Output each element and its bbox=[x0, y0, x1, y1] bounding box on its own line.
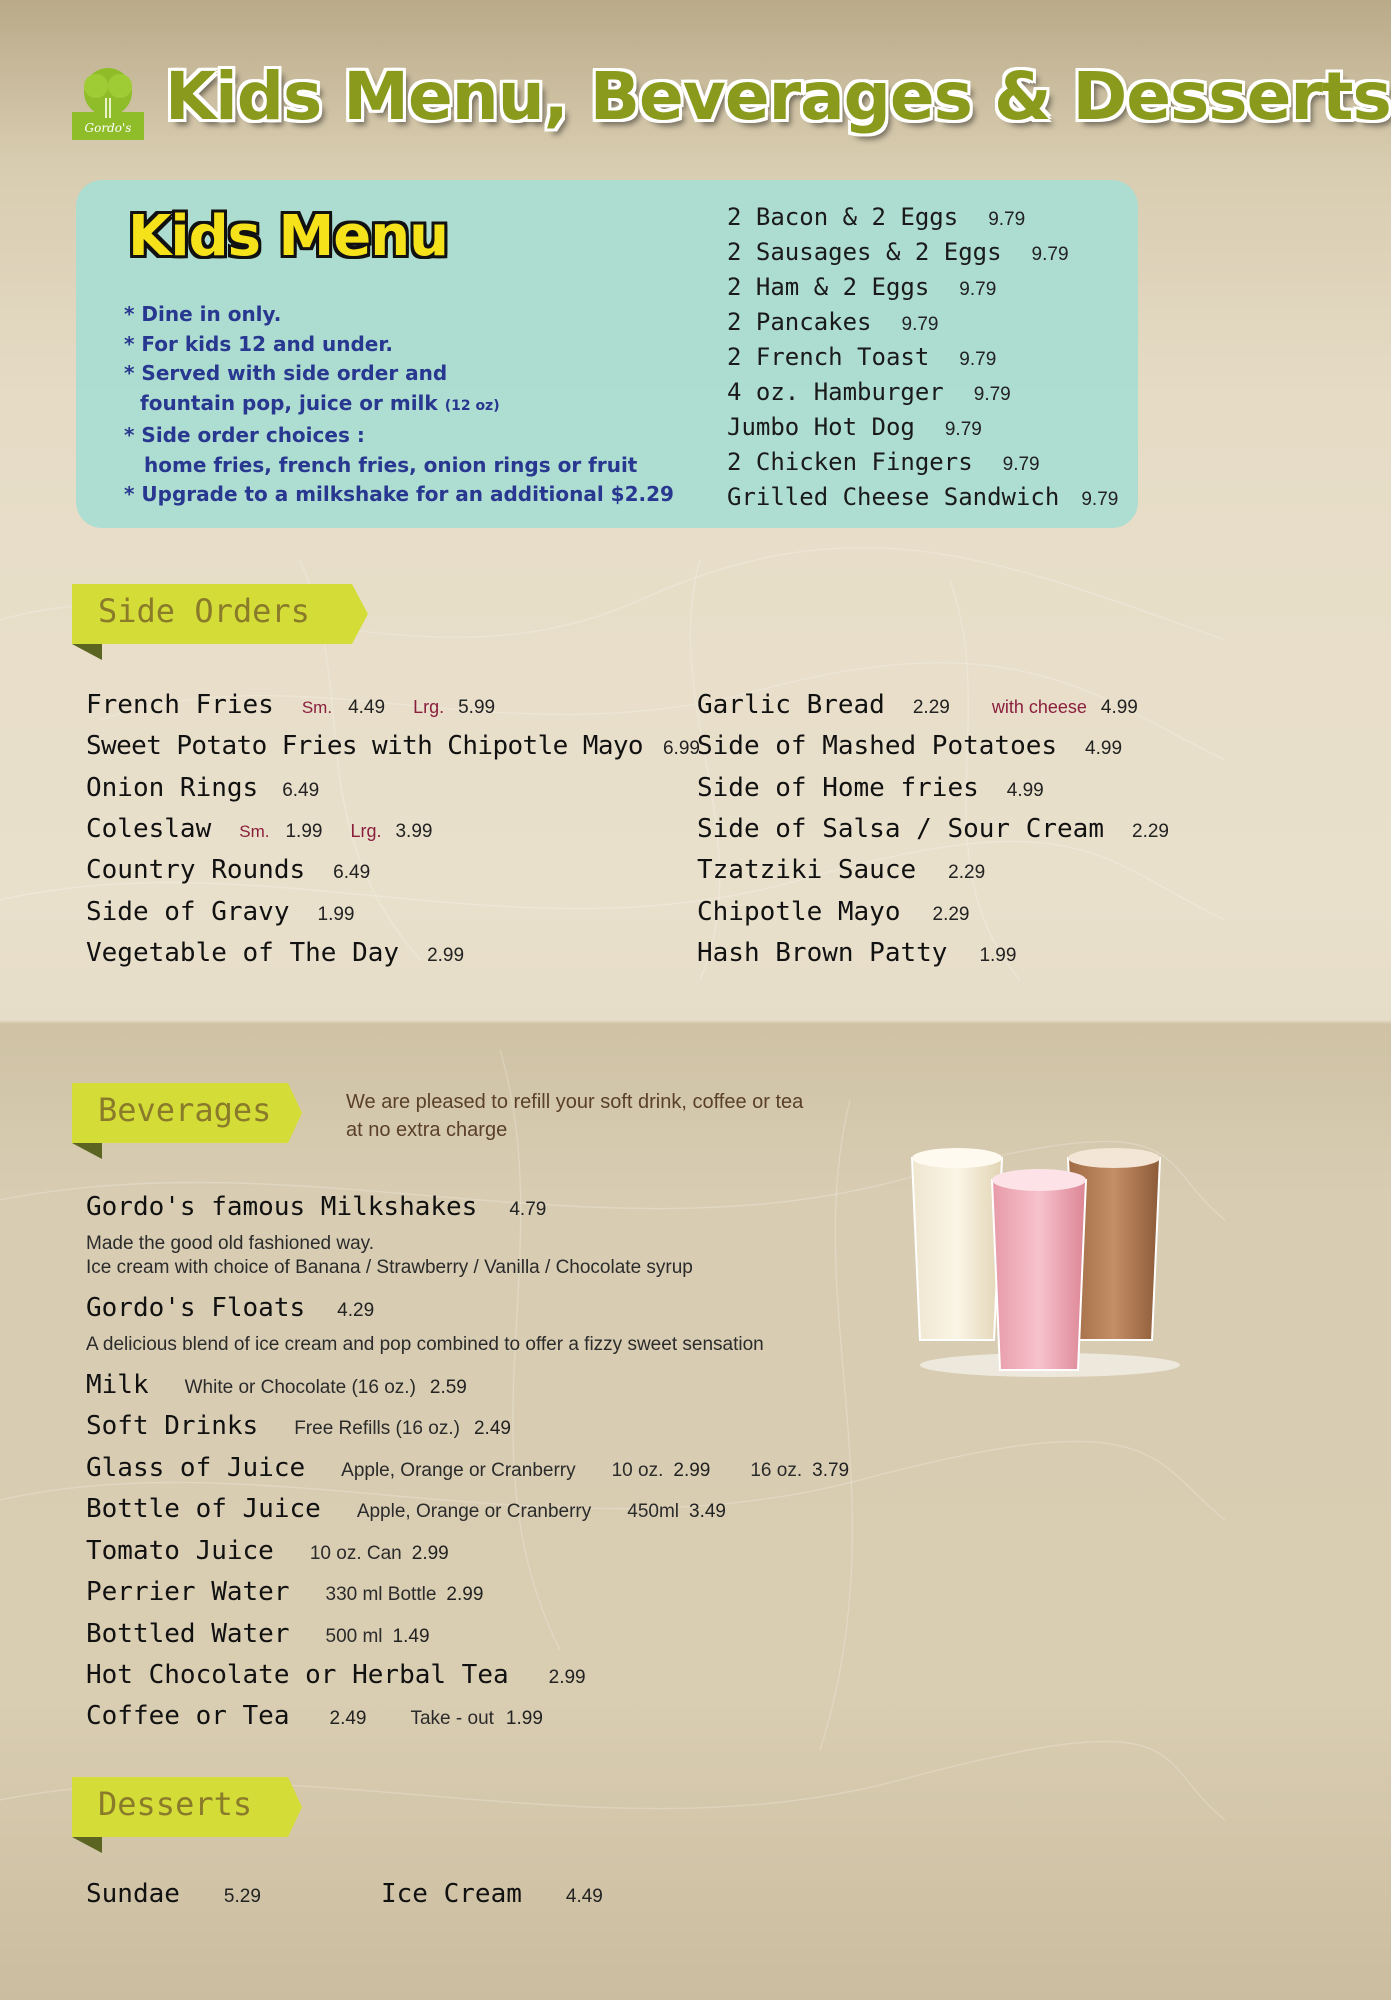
refill-note bbox=[346, 1088, 803, 1144]
item-price: 2.49 bbox=[473, 1418, 511, 1439]
menu-item bbox=[697, 855, 985, 885]
item-price: 2.29 bbox=[932, 904, 970, 925]
item-name: Side of Gravy bbox=[86, 897, 290, 927]
menu-item bbox=[86, 1411, 511, 1441]
takeout-label: Take - out bbox=[410, 1708, 494, 1729]
menu-item bbox=[86, 814, 432, 844]
item-price: 9.79 bbox=[944, 419, 982, 440]
item-name: Coleslaw bbox=[86, 814, 212, 844]
note-upgrade: * Upgrade to a milkshake for an additional $2.29 bbox=[124, 482, 674, 506]
item-name: Coffee or Tea bbox=[86, 1701, 290, 1731]
item-name: Onion Rings bbox=[86, 773, 259, 803]
menu-item bbox=[86, 897, 354, 927]
milkshake-flavours: Ice cream with choice of Banana / Strawberry / Vanilla / Chocolate syrup bbox=[86, 1257, 693, 1278]
item-name: Chipotle Mayo bbox=[697, 897, 901, 927]
item-name: Grilled Cheese Sandwich bbox=[727, 483, 1060, 511]
desserts-banner bbox=[72, 1777, 302, 1839]
refill-note-line2: at no extra charge bbox=[346, 1119, 508, 1141]
menu-item bbox=[86, 1879, 261, 1909]
side-orders-banner bbox=[72, 584, 368, 646]
extra-label: with cheese bbox=[991, 697, 1087, 717]
menu-item bbox=[727, 448, 1040, 476]
item-price: 1.99 bbox=[979, 945, 1017, 966]
item-price: 4.79 bbox=[509, 1199, 547, 1220]
item-price: 6.49 bbox=[333, 862, 371, 883]
page-title: Kids Menu, Beverages & Desserts bbox=[165, 58, 1391, 135]
menu-item bbox=[86, 1701, 543, 1731]
menu-item bbox=[86, 1494, 726, 1524]
item-price: 5.29 bbox=[223, 1886, 261, 1907]
item-name: Bottled Water bbox=[86, 1619, 290, 1649]
menu-item bbox=[86, 1577, 483, 1607]
menu-item bbox=[86, 1192, 546, 1222]
menu-item bbox=[86, 1370, 467, 1400]
item-name: 2 French Toast bbox=[727, 343, 930, 371]
item-price: 9.79 bbox=[988, 209, 1026, 230]
beverages-title: Beverages bbox=[98, 1091, 272, 1129]
menu-item bbox=[697, 938, 1016, 968]
item-price: 9.79 bbox=[1081, 489, 1119, 510]
item-name: Country Rounds bbox=[86, 855, 306, 885]
menu-item bbox=[727, 413, 982, 441]
item-price: 5.99 bbox=[458, 697, 496, 718]
beverages-banner bbox=[72, 1083, 302, 1145]
item-price: 1.99 bbox=[505, 1708, 543, 1729]
item-name: 2 Bacon & 2 Eggs bbox=[727, 203, 959, 231]
item-price: 1.99 bbox=[285, 821, 323, 842]
size-label: Lrg. bbox=[413, 697, 445, 717]
menu-item bbox=[86, 1453, 849, 1483]
item-name: Jumbo Hot Dog bbox=[727, 413, 915, 441]
item-price: 6.49 bbox=[282, 780, 320, 801]
menu-item bbox=[727, 238, 1069, 266]
item-name: Sweet Potato Fries with Chipotle Mayo bbox=[86, 731, 643, 761]
size-label: Sm. bbox=[239, 822, 270, 841]
menu-item bbox=[697, 731, 1122, 761]
item-name: Side of Home fries bbox=[697, 773, 979, 803]
item-name: Perrier Water bbox=[86, 1577, 290, 1607]
item-name: Hash Brown Patty bbox=[697, 938, 948, 968]
menu-item bbox=[86, 855, 370, 885]
kids-menu-notes bbox=[124, 300, 684, 510]
item-price: 2.29 bbox=[912, 697, 950, 718]
floats-description: A delicious blend of ice cream and pop combined to offer a fizzy sweet sensation bbox=[86, 1334, 764, 1355]
milkshakes-image bbox=[900, 1140, 1190, 1380]
item-detail: Free Refills (16 oz.) bbox=[294, 1418, 460, 1439]
item-name: 4 oz. Hamburger bbox=[727, 378, 944, 406]
item-name: 2 Chicken Fingers bbox=[727, 448, 973, 476]
gordos-logo bbox=[68, 62, 148, 142]
item-name: Side of Mashed Potatoes bbox=[697, 731, 1058, 761]
note-drink-size: (12 oz) bbox=[444, 397, 500, 414]
item-name: 2 Ham & 2 Eggs bbox=[727, 273, 930, 301]
item-name: Bottle of Juice bbox=[86, 1494, 321, 1524]
item-name: 2 Sausages & 2 Eggs bbox=[727, 238, 1002, 266]
item-price: 9.79 bbox=[1031, 244, 1069, 265]
menu-item bbox=[727, 203, 1025, 231]
menu-item bbox=[727, 378, 1011, 406]
item-price: 9.79 bbox=[973, 384, 1011, 405]
menu-item bbox=[86, 1293, 374, 1323]
item-name: Sundae bbox=[86, 1879, 180, 1909]
item-price: 2.29 bbox=[948, 862, 986, 883]
menu-item bbox=[86, 938, 464, 968]
item-price: 3.79 bbox=[812, 1460, 850, 1481]
item-price: 9.79 bbox=[1002, 454, 1040, 475]
menu-item bbox=[697, 690, 1138, 720]
note-side-choices: * Side order choices : bbox=[124, 423, 365, 447]
refill-note-line1: We are pleased to refill your soft drink, coffee or tea bbox=[346, 1091, 804, 1113]
size-label: Sm. bbox=[301, 698, 333, 717]
item-price: 4.49 bbox=[565, 1886, 603, 1907]
item-price: 4.99 bbox=[1100, 697, 1138, 718]
item-name: Hot Chocolate or Herbal Tea bbox=[86, 1660, 509, 1690]
menu-item bbox=[697, 897, 969, 927]
size-label: 16 oz. bbox=[750, 1460, 803, 1481]
item-name: Tzatziki Sauce bbox=[697, 855, 917, 885]
item-name: Glass of Juice bbox=[86, 1453, 306, 1483]
menu-item bbox=[727, 483, 1118, 511]
item-name: Gordo's Floats bbox=[86, 1293, 306, 1323]
menu-item bbox=[381, 1879, 603, 1909]
item-price: 1.49 bbox=[392, 1626, 430, 1647]
item-detail: White or Chocolate (16 oz.) bbox=[184, 1377, 416, 1398]
note-age: * For kids 12 and under. bbox=[124, 331, 393, 356]
item-price: 2.99 bbox=[673, 1460, 711, 1481]
note-served-with: * Served with side order and bbox=[124, 361, 448, 385]
item-price: 2.59 bbox=[429, 1377, 467, 1398]
item-name: Vegetable of The Day bbox=[86, 938, 400, 968]
menu-item bbox=[86, 1660, 586, 1690]
item-price: 2.99 bbox=[446, 1584, 484, 1605]
item-price: 4.99 bbox=[1006, 780, 1044, 801]
menu-item bbox=[727, 308, 938, 336]
note-drinks: fountain pop, juice or milk bbox=[140, 390, 438, 415]
item-price: 2.99 bbox=[411, 1543, 449, 1564]
size-label: 450ml bbox=[627, 1501, 680, 1522]
menu-item bbox=[86, 1536, 449, 1566]
item-detail: Apple, Orange or Cranberry bbox=[356, 1501, 592, 1522]
note-dine-in: * Dine in only. bbox=[124, 302, 282, 326]
menu-item bbox=[86, 773, 319, 803]
item-price: 3.49 bbox=[689, 1501, 726, 1522]
item-price: 2.99 bbox=[548, 1667, 586, 1688]
item-price: 4.29 bbox=[337, 1300, 375, 1321]
side-orders-title: Side Orders bbox=[98, 592, 310, 630]
item-price: 9.79 bbox=[901, 314, 939, 335]
item-price: 2.29 bbox=[1132, 821, 1169, 842]
item-name: 2 Pancakes bbox=[727, 308, 872, 336]
item-name: French Fries bbox=[86, 690, 274, 720]
menu-item bbox=[697, 773, 1044, 803]
item-price: 2.49 bbox=[329, 1708, 367, 1729]
kids-menu-title: Kids Menu bbox=[128, 204, 448, 269]
item-price: 2.99 bbox=[427, 945, 465, 966]
item-name: Garlic Bread bbox=[697, 690, 885, 720]
item-price: 4.99 bbox=[1085, 738, 1123, 759]
menu-item bbox=[727, 343, 996, 371]
menu-item bbox=[727, 273, 996, 301]
item-name: Gordo's famous Milkshakes bbox=[86, 1192, 478, 1222]
size-label: Lrg. bbox=[350, 821, 382, 841]
item-price: 1.99 bbox=[317, 904, 355, 925]
milkshake-description: Made the good old fashioned way. bbox=[86, 1233, 375, 1254]
item-detail: Apple, Orange or Cranberry bbox=[341, 1460, 576, 1481]
size-label: 10 oz. bbox=[611, 1460, 664, 1481]
item-price: 9.79 bbox=[959, 349, 997, 370]
item-name: Ice Cream bbox=[381, 1879, 522, 1909]
item-name: Soft Drinks bbox=[86, 1411, 259, 1441]
item-name: Milk bbox=[86, 1370, 149, 1400]
item-detail: 10 oz. Can bbox=[309, 1543, 402, 1564]
item-detail: 500 ml bbox=[325, 1626, 383, 1647]
item-detail: 330 ml Bottle bbox=[325, 1584, 437, 1605]
menu-item bbox=[697, 814, 1169, 844]
item-name: Side of Salsa / Sour Cream bbox=[697, 814, 1104, 844]
item-price: 4.49 bbox=[348, 697, 386, 718]
note-side-options: home fries, french fries, onion rings or fruit bbox=[144, 452, 638, 477]
menu-item bbox=[86, 1619, 430, 1649]
item-price: 9.79 bbox=[959, 279, 997, 300]
item-name: Tomato Juice bbox=[86, 1536, 274, 1566]
menu-item bbox=[86, 731, 700, 761]
menu-item bbox=[86, 690, 495, 720]
item-price: 3.99 bbox=[395, 821, 433, 842]
logo-wordmark: Gordo's bbox=[84, 121, 132, 135]
item-price: 6.99 bbox=[662, 738, 700, 759]
desserts-title: Desserts bbox=[98, 1785, 253, 1823]
